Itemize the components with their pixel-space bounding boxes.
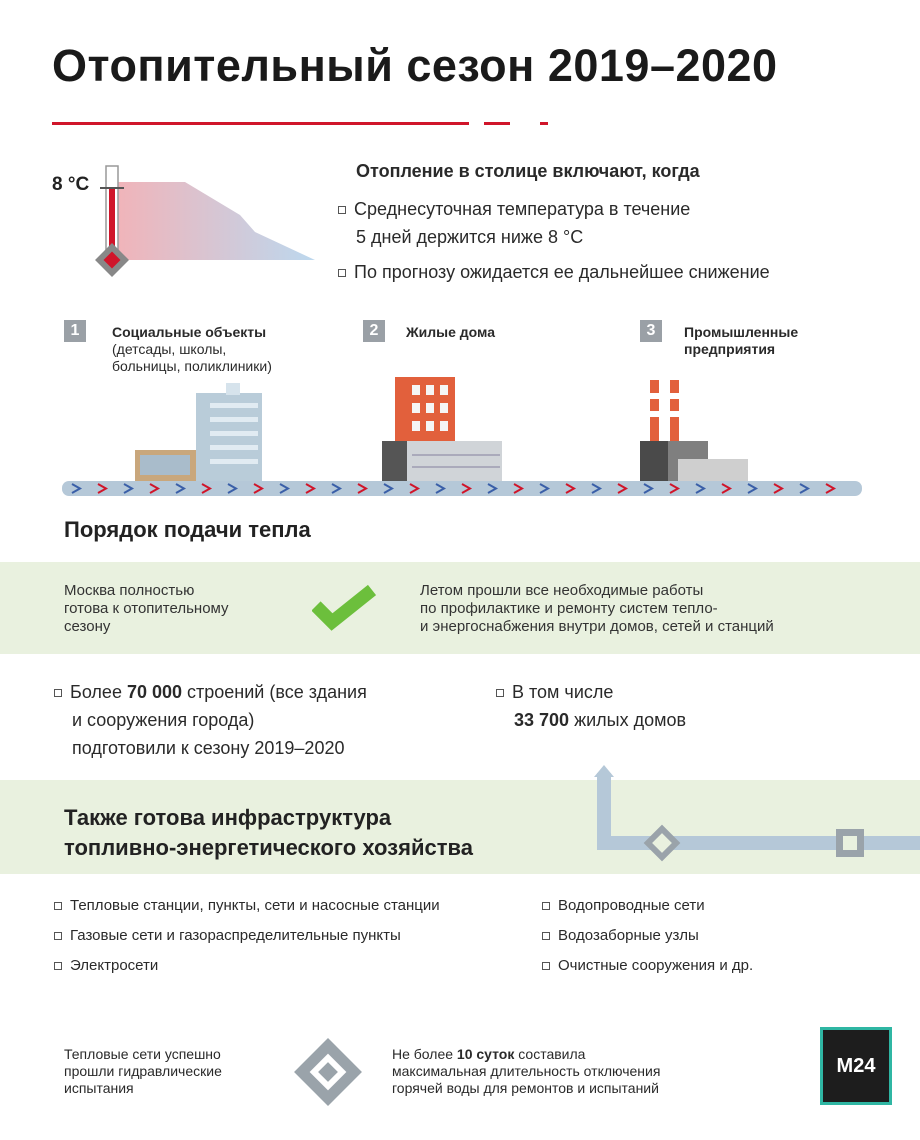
bullet-icon — [542, 932, 550, 940]
footer-right-text — [392, 1046, 660, 1097]
category-1-line1: Социальные объекты — [112, 324, 267, 340]
bullet-icon — [338, 269, 346, 277]
footer-right-value: 10 суток — [456, 1046, 515, 1062]
footer-right-line2: максимальная длительность отключения — [392, 1063, 661, 1079]
infra-right-item — [542, 957, 753, 974]
infra-left-text: Газовые сети и газораспределительные пункты — [70, 927, 401, 944]
stat-a-value: 70 000 — [126, 682, 183, 702]
stat-buildings — [54, 678, 367, 706]
bullet-icon — [542, 902, 550, 910]
infra-title-line1: Также готова инфраструктура — [64, 805, 392, 830]
checkmark-icon — [312, 584, 378, 632]
ready-left-line1: Москва полностью — [64, 582, 195, 599]
stat-b-suffix: жилых домов — [569, 710, 687, 730]
stat-housing — [496, 678, 613, 706]
category-3-line2: предприятия — [684, 341, 776, 357]
category-1-label — [112, 324, 272, 375]
conditions-heading: Отопление в столице включают, когда — [356, 161, 700, 181]
pipeline-icon — [590, 765, 920, 875]
infra-title-line2: топливно-энергетического хозяйства — [64, 835, 473, 860]
ready-right-line3: и энергоснабжения внутри домов, сетей и станций — [420, 618, 774, 635]
infra-left-text: Тепловые станции, пункты, сети и насосные станции — [70, 897, 440, 914]
valve-icon — [292, 1036, 364, 1108]
bullet-icon — [54, 962, 62, 970]
stat-a-line3: подготовили к сезону 2019–2020 — [72, 738, 345, 758]
category-3-label — [684, 324, 798, 358]
page-title: Отопительный сезон 2019–2020 — [52, 40, 778, 91]
condition-2-text: По прогнозу ожидается ее дальнейшее снижение — [354, 262, 770, 282]
footer-right-suffix: составила — [514, 1046, 586, 1062]
category-3-line1: Промышленные — [684, 324, 799, 340]
footer-left-line3: испытания — [64, 1080, 134, 1096]
stat-b-line2 — [514, 706, 686, 734]
title-underline-dash — [484, 122, 510, 125]
stat-b-value: 33 700 — [514, 710, 570, 730]
ready-left-line3: сезону — [64, 618, 111, 635]
footer-right-line3: горячей воды для ремонтов и испытаний — [392, 1080, 659, 1096]
category-3-number: 3 — [640, 320, 662, 342]
thermometer-temp-label: 8 °C — [52, 174, 90, 195]
bullet-icon — [54, 932, 62, 940]
condition-1-line2: 5 дней держится ниже 8 °C — [356, 227, 584, 247]
infra-right-text: Водозаборные узлы — [558, 927, 699, 944]
bullet-icon — [496, 689, 504, 697]
footer-left-line1: Тепловые сети успешно — [64, 1046, 221, 1062]
ready-right-text — [420, 582, 774, 636]
infra-left-item — [54, 927, 401, 944]
infra-right-text: Водопроводные сети — [558, 897, 705, 914]
ready-left-line2: готова к отопительному — [64, 600, 229, 617]
infra-left-item — [54, 897, 440, 914]
bullet-icon — [54, 689, 62, 697]
condition-1-line1: Среднесуточная температура в течение — [354, 199, 691, 219]
stat-a-suffix: строений (все здания — [182, 682, 367, 702]
bullet-icon — [54, 902, 62, 910]
condition-item-1 — [338, 196, 690, 222]
footer-left-text — [64, 1046, 222, 1097]
footer-right-line1 — [392, 1046, 660, 1063]
condition-item-2 — [338, 259, 770, 285]
stat-a-prefix: Более — [70, 682, 127, 702]
m24-logo: M24 — [820, 1027, 892, 1105]
ready-right-line2: по профилактике и ремонту систем тепло- — [420, 600, 718, 617]
buildings-illustration — [0, 375, 920, 505]
title-underline-dot — [540, 122, 548, 125]
infra-right-text: Очистные сооружения и др. — [558, 957, 754, 974]
infra-title — [64, 803, 473, 863]
title-underline — [52, 122, 469, 125]
thermometer-icon — [90, 160, 320, 285]
category-1-line3: больницы, поликлиники) — [112, 358, 272, 374]
infra-left-item — [54, 957, 158, 974]
bullet-icon — [338, 206, 346, 214]
stat-b-line1: В том числе — [512, 682, 614, 702]
infra-right-item — [542, 897, 705, 914]
category-1-number: 1 — [64, 320, 86, 342]
bullet-icon — [542, 962, 550, 970]
category-2-number: 2 — [363, 320, 385, 342]
ready-right-line1: Летом прошли все необходимые работы — [420, 582, 704, 599]
infra-right-item — [542, 927, 699, 944]
category-2-label: Жилые дома — [406, 324, 495, 340]
footer-right-prefix: Не более — [392, 1046, 457, 1062]
footer-left-line2: прошли гидравлические — [64, 1063, 222, 1079]
stat-a-line2: и сооружения города) — [72, 710, 255, 730]
category-1-line2: (детсады, школы, — [112, 341, 227, 357]
ready-left-text — [64, 582, 229, 636]
infra-left-text: Электросети — [70, 957, 159, 974]
order-heading: Порядок подачи тепла — [64, 517, 311, 542]
